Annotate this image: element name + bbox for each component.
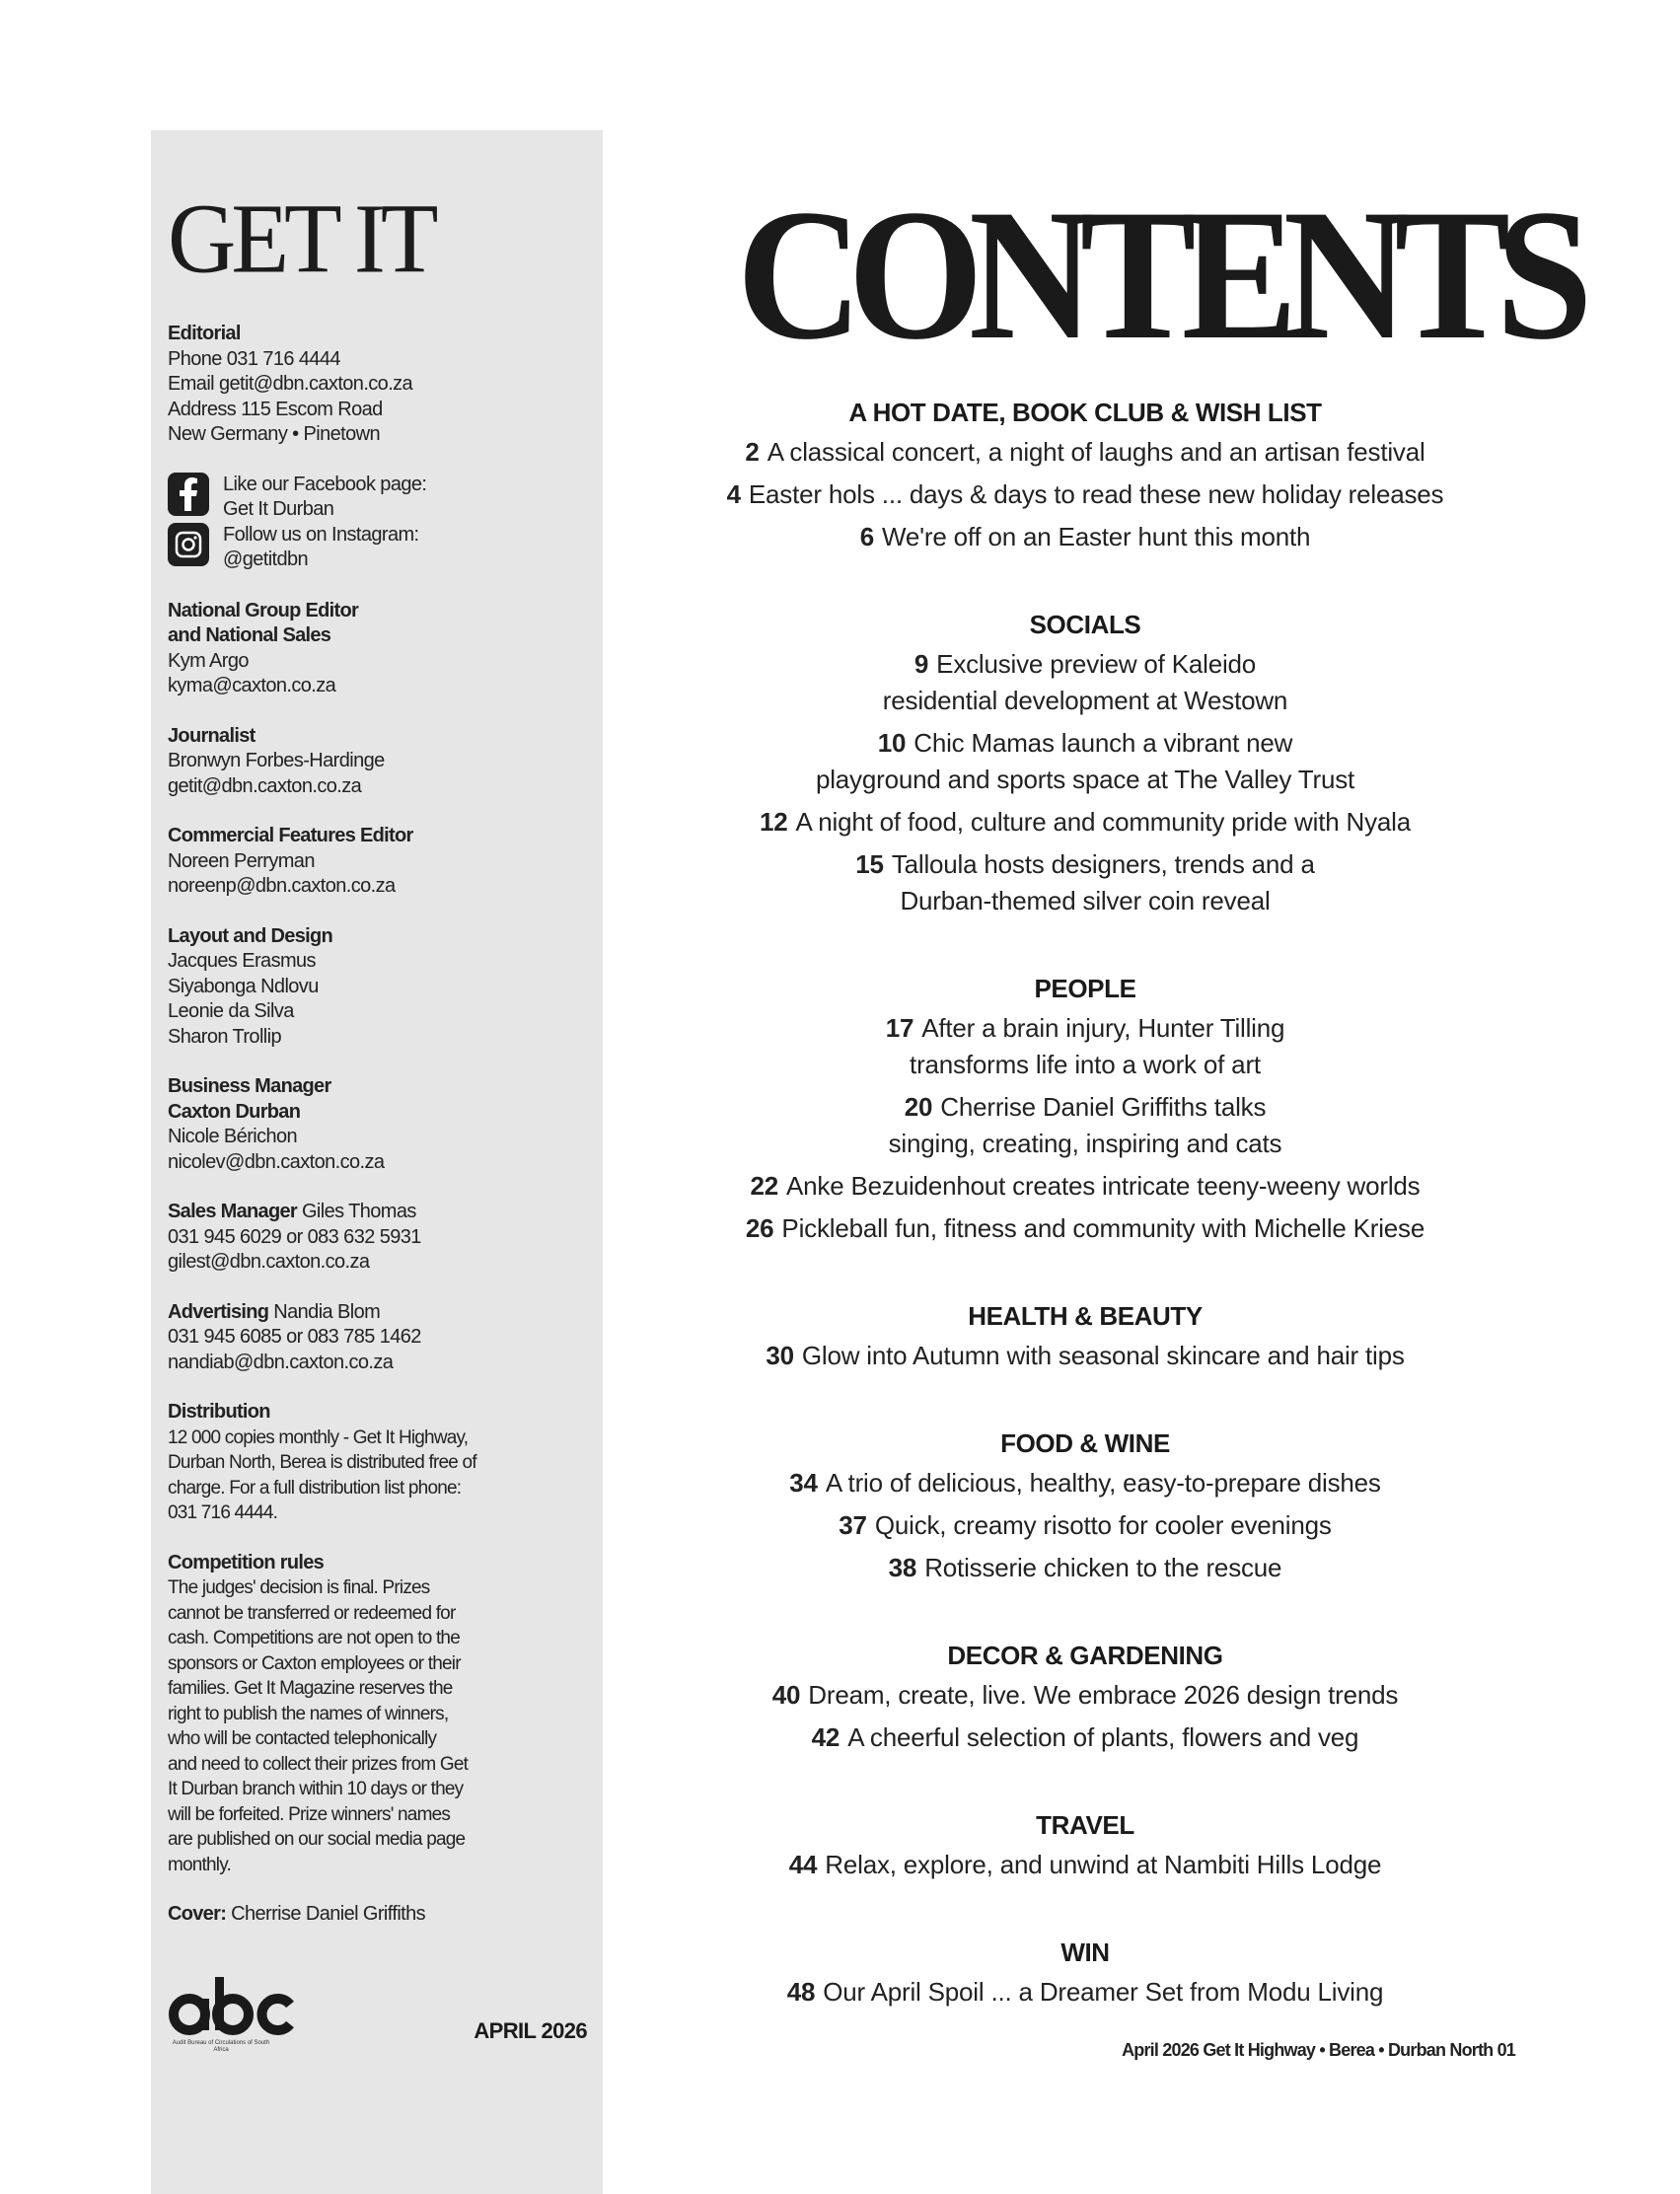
toc-entry[interactable]: [691, 1550, 1480, 1586]
business-manager-block: [168, 1074, 573, 1175]
toc-entry-text: Talloula hosts designers, trends and a: [891, 849, 1315, 879]
social-links: [168, 473, 573, 573]
toc-entry-text: Glow into Autumn with seasonal skincare and hair tips: [801, 1341, 1405, 1370]
toc-entry-text: singing, creating, inspiring and cats: [888, 1129, 1282, 1158]
section-heading: HEALTH & BEAUTY: [968, 1301, 1203, 1331]
designer-name: Siyabonga Ndlovu: [168, 975, 319, 997]
toc-entry-line: [691, 1126, 1480, 1162]
abc-logo-icon: [168, 1973, 296, 2038]
toc-entry[interactable]: [691, 1089, 1480, 1162]
journalist-email: getit@dbn.caxton.co.za: [168, 774, 362, 797]
advertising-phones: 031 945 6085 or 083 785 1462: [168, 1326, 421, 1348]
instagram-label: Follow us on Instagram:: [223, 523, 419, 546]
toc-section: [691, 1638, 1480, 1756]
facebook-icon: [168, 473, 209, 516]
instagram-link[interactable]: [168, 523, 573, 573]
business-manager-email: nicolev@dbn.caxton.co.za: [168, 1150, 385, 1173]
competition-text: [168, 1575, 573, 1877]
toc-entry[interactable]: [691, 519, 1480, 555]
toc-section: [691, 1935, 1480, 2011]
journalist-block: [168, 724, 573, 800]
page-title: CONTENTS: [736, 172, 1578, 379]
cover-label: Cover:: [168, 1903, 227, 1925]
toc-section: [691, 607, 1480, 919]
toc-entry-line: [691, 683, 1480, 719]
toc-entry-text: A cheerful selection of plants, flowers and veg: [847, 1722, 1359, 1752]
features-editor-heading: Commercial Features Editor: [168, 825, 413, 846]
toc-section: [691, 1426, 1480, 1586]
toc-entry-text: Dream, create, live. We embrace 2026 design trends: [808, 1680, 1399, 1710]
page-number: 17: [885, 1013, 914, 1043]
page-number: 48: [786, 1977, 816, 2007]
toc-section: [691, 971, 1480, 1247]
toc-entry-line: [691, 1168, 1480, 1205]
features-editor-email: noreenp@dbn.caxton.co.za: [168, 875, 396, 897]
section-heading: SOCIALS: [1029, 610, 1141, 639]
toc-entry[interactable]: [691, 1677, 1480, 1714]
issue-date: APRIL 2026: [474, 2017, 587, 2043]
distribution-line: Durban North, Berea is distributed free of: [168, 1452, 476, 1473]
toc-entry-text: We're off on an Easter hunt this month: [881, 522, 1311, 551]
section-heading: DECOR & GARDENING: [947, 1641, 1223, 1670]
sales-manager-block: [168, 1200, 573, 1276]
toc-entry-text: Rotisserie chicken to the rescue: [924, 1553, 1282, 1582]
toc-entry-line: [691, 846, 1480, 883]
toc-entry[interactable]: [691, 1465, 1480, 1501]
toc-entry-text: Cherrise Daniel Griffiths talks: [940, 1092, 1267, 1122]
page-number: 9: [913, 649, 929, 679]
toc-entry-line: [691, 1465, 1480, 1501]
toc-entry-line: [691, 476, 1480, 513]
toc-entry[interactable]: [691, 1507, 1480, 1544]
competition-line: and need to collect their prizes from Get: [168, 1753, 469, 1775]
distribution-line: 12 000 copies monthly - Get It Highway,: [168, 1426, 469, 1448]
cover-name: Cherrise Daniel Griffiths: [231, 1903, 426, 1925]
page-number: 20: [904, 1092, 933, 1122]
competition-line: are published on our social media page: [168, 1829, 466, 1850]
toc-entry[interactable]: [691, 1974, 1480, 2011]
toc-entry[interactable]: [691, 1010, 1480, 1083]
toc-entry-text: After a brain injury, Hunter Tilling: [921, 1013, 1285, 1043]
toc-entry-line: [691, 1338, 1480, 1374]
features-editor-block: [168, 824, 573, 900]
page-number: 15: [855, 849, 884, 879]
distribution-block: [168, 1400, 573, 1526]
toc-entry-line: [691, 1719, 1480, 1756]
toc-section: [691, 395, 1480, 555]
sales-manager-heading: Sales Manager: [168, 1201, 297, 1222]
toc-entry[interactable]: [691, 1210, 1480, 1247]
toc-entry-line: [691, 434, 1480, 471]
competition-rules-block: [168, 1551, 573, 1878]
advertising-heading: Advertising: [168, 1300, 269, 1323]
toc-entry-text: playground and sports space at The Valley Trust: [815, 765, 1355, 794]
toc-entry-line: [691, 1010, 1480, 1047]
competition-line: who will be contacted telephonically: [168, 1728, 437, 1749]
section-heading: PEOPLE: [1034, 974, 1136, 1003]
business-branch-heading: Caxton Durban: [168, 1100, 301, 1123]
page-number: 26: [745, 1213, 774, 1243]
page-number: 2: [745, 437, 760, 467]
layout-design-heading: Layout and Design: [168, 924, 333, 947]
business-manager-heading: Business Manager: [168, 1075, 331, 1097]
page-footer: April 2026 Get It Highway • Berea • Durban North 01: [1122, 2040, 1515, 2060]
toc-entry-line: [691, 804, 1480, 841]
section-heading: WIN: [1060, 1938, 1110, 1967]
page-number: 30: [766, 1341, 794, 1370]
designer-name: Sharon Trollip: [168, 1025, 281, 1048]
page-number: 22: [750, 1171, 779, 1201]
sales-manager-name: Giles Thomas: [301, 1201, 416, 1222]
journalist-heading: Journalist: [168, 724, 256, 747]
toc-entry-text: A classical concert, a night of laughs and an artisan festival: [767, 437, 1425, 467]
competition-line: It Durban branch within 10 days or they: [168, 1779, 464, 1799]
sidebar-footer: [168, 1973, 587, 2054]
facebook-link[interactable]: [168, 473, 573, 523]
toc-entry-line: [691, 1847, 1480, 1883]
toc-entry[interactable]: [691, 1847, 1480, 1883]
toc-entry-text: residential development at Westown: [882, 686, 1288, 715]
page-number: 37: [839, 1510, 867, 1540]
competition-line: right to publish the names of winners,: [168, 1703, 449, 1724]
toc-entry[interactable]: [691, 434, 1480, 471]
page-number: 42: [811, 1722, 840, 1752]
competition-line: sponsors or Caxton employees or their: [168, 1652, 461, 1674]
page-number: 44: [788, 1850, 818, 1879]
abc-logo: [168, 1973, 296, 2054]
toc-entry-line: [691, 1677, 1480, 1714]
toc-entry-text: Relax, explore, and unwind at Nambiti Hills Lodge: [825, 1850, 1382, 1879]
competition-line: families. Get It Magazine reserves the: [168, 1678, 453, 1699]
toc-entry-line: [691, 1974, 1480, 2011]
editorial-area: New Germany • Pinetown: [168, 423, 381, 445]
masthead-sidebar: [151, 130, 603, 2194]
editorial-heading: Editorial: [168, 323, 241, 344]
competition-line: monthly.: [168, 1854, 231, 1875]
instagram-handle: @getitdbn: [223, 548, 309, 570]
brand-logo: GET IT: [168, 183, 434, 294]
toc-entry-line: [691, 725, 1480, 762]
advertising-name: Nandia Blom: [273, 1300, 381, 1323]
journalist-name: Bronwyn Forbes-Hardinge: [168, 750, 385, 771]
toc-entry-line: [691, 1550, 1480, 1586]
designer-name: Leonie da Silva: [168, 1000, 294, 1022]
competition-heading: Competition rules: [168, 1551, 325, 1573]
toc-entry-line: [691, 883, 1480, 919]
page-number: 10: [877, 728, 907, 758]
table-of-contents: [691, 395, 1480, 2062]
business-manager-name: Nicole Bérichon: [168, 1126, 298, 1147]
layout-design-block: [168, 924, 573, 1051]
toc-entry-text: Anke Bezuidenhout creates intricate teeny-weeny worlds: [786, 1171, 1421, 1201]
toc-entry[interactable]: [691, 725, 1480, 798]
toc-section: [691, 1807, 1480, 1883]
competition-line: The judges' decision is final. Prizes: [168, 1577, 430, 1598]
toc-entry[interactable]: [691, 476, 1480, 513]
cover-credit: [168, 1902, 573, 1928]
national-editor-block: [168, 599, 573, 699]
sales-manager-email: gilest@dbn.caxton.co.za: [168, 1251, 370, 1273]
competition-line: cannot be transferred or redeemed for: [168, 1602, 456, 1624]
toc-entry[interactable]: [691, 1719, 1480, 1756]
toc-entry-line: [691, 646, 1480, 683]
editorial-phone: Phone 031 716 4444: [168, 347, 340, 370]
toc-entry[interactable]: [691, 1168, 1480, 1205]
toc-entry-text: Our April Spoil ... a Dreamer Set from Modu Living: [823, 1977, 1384, 2007]
distribution-heading: Distribution: [168, 1401, 270, 1423]
competition-line: cash. Competitions are not open to the: [168, 1628, 460, 1648]
toc-entry-text: A trio of delicious, healthy, easy-to-prepare dishes: [825, 1468, 1381, 1498]
page-number: 40: [771, 1680, 801, 1710]
page-number: 12: [760, 807, 788, 837]
toc-section: [691, 1298, 1480, 1374]
national-editor-name: Kym Argo: [168, 649, 249, 672]
toc-entry-line: [691, 1047, 1480, 1083]
facebook-label: Like our Facebook page:: [223, 473, 427, 495]
distribution-line: 031 716 4444.: [168, 1502, 278, 1523]
toc-entry-line: [691, 762, 1480, 798]
competition-line: will be forfeited. Prize winners' names: [168, 1803, 451, 1825]
toc-entry[interactable]: [691, 804, 1480, 841]
abc-caption: Audit Bureau of Circulations of South Africa: [172, 2039, 270, 2053]
toc-entry-text: Pickleball fun, fitness and community with Michelle Kriese: [781, 1213, 1425, 1243]
editorial-block: [168, 322, 573, 448]
toc-entry-line: [691, 1507, 1480, 1544]
toc-entry-line: [691, 1210, 1480, 1247]
toc-entry-text: Exclusive preview of Kaleido: [936, 649, 1257, 679]
toc-entry-text: A night of food, culture and community pride with Nyala: [795, 807, 1411, 837]
advertising-email: nandiab@dbn.caxton.co.za: [168, 1351, 394, 1373]
features-editor-name: Noreen Perryman: [168, 849, 315, 872]
toc-entry-text: Easter hols ... days & days to read these new holiday releases: [748, 479, 1444, 509]
page-number: 4: [726, 479, 741, 509]
toc-entry-line: [691, 519, 1480, 555]
toc-entry-text: Durban-themed silver coin reveal: [900, 886, 1271, 915]
page-number: 6: [859, 522, 874, 551]
section-heading: A HOT DATE, BOOK CLUB & WISH LIST: [848, 398, 1322, 427]
editorial-email: Email getit@dbn.caxton.co.za: [168, 373, 413, 395]
toc-entry-text: Chic Mamas launch a vibrant new: [913, 728, 1293, 758]
section-heading: TRAVEL: [1036, 1810, 1134, 1840]
designer-name: Jacques Erasmus: [168, 950, 316, 972]
toc-entry[interactable]: [691, 1338, 1480, 1374]
facebook-handle: Get It Durban: [223, 498, 334, 520]
toc-entry[interactable]: [691, 846, 1480, 919]
national-editor-heading: National Group Editor: [168, 599, 359, 622]
sales-manager-phones: 031 945 6029 or 083 632 5931: [168, 1225, 421, 1248]
instagram-icon: [168, 523, 209, 566]
page-number: 34: [789, 1468, 818, 1498]
toc-entry-line: [691, 1089, 1480, 1126]
advertising-block: [168, 1300, 573, 1376]
section-heading: FOOD & WINE: [1000, 1428, 1170, 1458]
distribution-line: charge. For a full distribution list phone:: [168, 1477, 462, 1499]
national-sales-heading: and National Sales: [168, 624, 331, 646]
editorial-address: Address 115 Escom Road: [168, 398, 383, 420]
page-number: 38: [888, 1553, 917, 1582]
toc-entry-text: Quick, creamy risotto for cooler evenings: [874, 1510, 1332, 1540]
toc-entry-text: transforms life into a work of art: [910, 1050, 1261, 1079]
national-editor-email: kyma@caxton.co.za: [168, 675, 336, 696]
toc-entry[interactable]: [691, 646, 1480, 719]
